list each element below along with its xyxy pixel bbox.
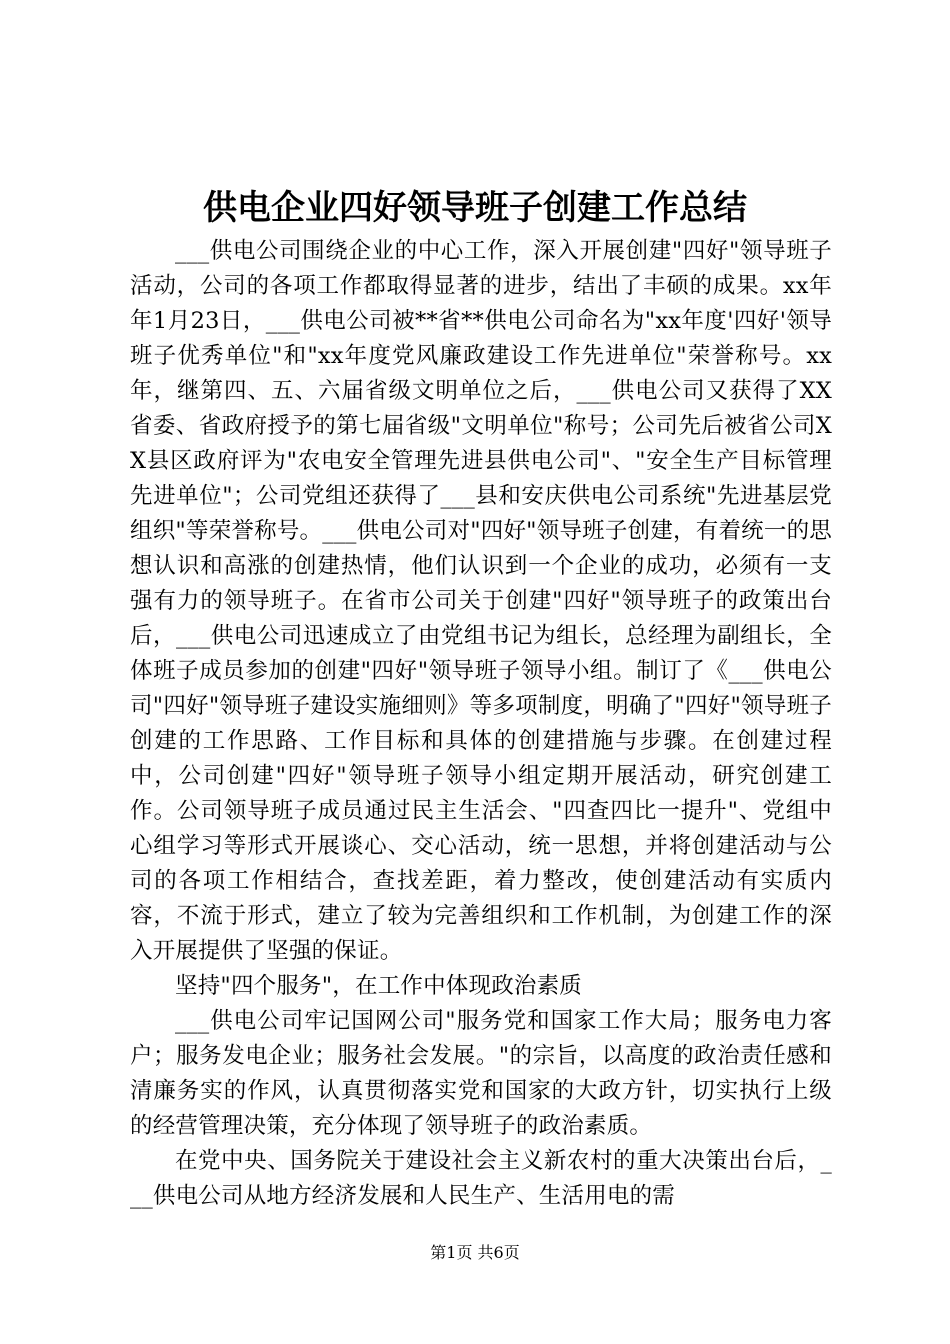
page-number: 第1页 共6页 — [430, 1243, 520, 1262]
section-heading: 坚持"四个服务"，在工作中体现政治素质 — [175, 973, 582, 999]
body-paragraph: ___供电公司牢记国网公司"服务党和国家工作大局；服务电力客户；服务发电企业；服务社会发展。"的宗旨，以高度的政治责任感和清廉务实的作风，认真贯彻落实党和国家的大政方针，切实执行上级的经营管理决策，充分体现了领导班子的政治素质。 — [130, 1008, 832, 1139]
document-title: 供电企业四好领导班子创建工作总结 — [203, 188, 747, 228]
document-body — [130, 234, 832, 1214]
body-paragraph: 在党中央、国务院关于建设社会主义新农村的重大决策出台后，___供电公司从地方经济发展和人民生产、生活用电的需 — [130, 1148, 832, 1209]
body-paragraph: ___供电公司围绕企业的中心工作，深入开展创建"四好"领导班子活动，公司的各项工作都取得显著的进步，结出了丰硕的成果。xx年年1月23日，___供电公司被**省**供电公司命名为"xx年度'四好'领导班子优秀单位"和"xx年度党风廉政建设工作先进单位"荣誉称号。xx年，继第四、五、六届省级文明单位之后，___供电公司又获得了XX省委、省政府授予的第七届省级"文明单位"称号；公司先后被省公司XX县区政府评为"农电安全管理先进县供电公司"、"安全生产目标管理先进单位"；公司党组还获得了___县和安庆供电公司系统"先进基层党组织"等荣誉称号。___供电公司对"四好"领导班子创建，有着统一的思想认识和高涨的创建热情，他们认识到一个企业的成功，必须有一支强有力的领导班子。在省市公司关于创建"四好"领导班子的政策出台后，___供电公司迅速成立了由党组书记为组长，总经理为副组长，全体班子成员参加的创建"四好"领导班子领导小组。制订了《___供电公司"四好"领导班子建设实施细则》等多项制度，明确了"四好"领导班子创建的工作思路、工作目标和具体的创建措施与步骤。在创建过程中，公司创建"四好"领导班子领导小组定期开展活动，研究创建工作。公司领导班子成员通过民主生活会、"四查四比一提升"、党组中心组学习等形式开展谈心、交心活动，统一思想，并将创建活动与公司的各项工作相结合，查找差距，着力整改，使创建活动有实质内容，不流于形式，建立了较为完善组织和工作机制，为创建工作的深入开展提供了坚强的保证。 — [130, 238, 832, 964]
